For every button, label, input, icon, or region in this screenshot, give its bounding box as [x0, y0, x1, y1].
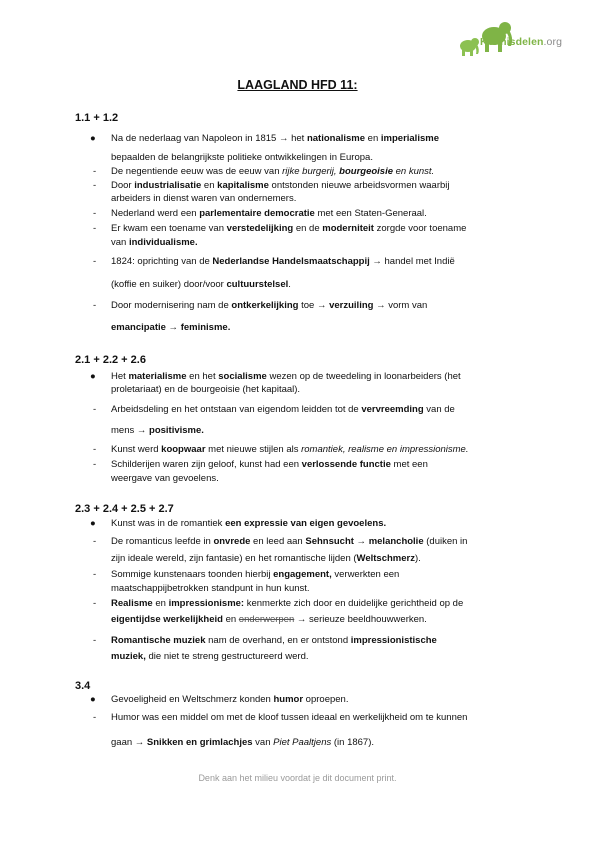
- text-line: [111, 614, 427, 626]
- logo-text: Kennisdelen.org: [480, 36, 563, 48]
- text-segment: impressionistische: [350, 635, 437, 646]
- dash-marker: -: [93, 208, 97, 219]
- section-heading: 2.3 + 2.4 + 2.5 + 2.7: [75, 503, 174, 515]
- text-line: [111, 133, 439, 145]
- text-segment: muziek,: [111, 651, 146, 662]
- text-segment: ontkerkelijking: [231, 300, 299, 311]
- dash-marker: -: [93, 536, 97, 547]
- dash-marker: -: [93, 404, 97, 415]
- text-segment: emancipatie: [111, 322, 166, 333]
- text-segment: impressionisme:: [168, 598, 245, 609]
- text-segment: socialisme: [218, 371, 267, 382]
- dash-marker: -: [93, 180, 97, 191]
- dash-marker: -: [93, 444, 97, 455]
- text-segment: kapitalisme: [217, 180, 269, 191]
- bullet-marker: ●: [90, 371, 96, 382]
- text-segment: verwerkten een: [331, 569, 400, 580]
- text-segment: De romanticus leefde in: [111, 536, 214, 547]
- text-line: [111, 237, 198, 249]
- text-segment: De negentiende eeuw was de eeuw van: [111, 166, 283, 177]
- text-line: [111, 694, 348, 706]
- bullet-marker: ●: [90, 694, 96, 705]
- text-line: [111, 256, 455, 268]
- text-line: [111, 635, 437, 647]
- text-line: [111, 553, 421, 565]
- text-line: [111, 208, 427, 220]
- text-segment: arbeiders in dienst waren van ondernemers.: [111, 193, 297, 204]
- text-line: [111, 651, 309, 663]
- text-segment: individualisme.: [128, 237, 198, 248]
- text-segment: Gevoeligheid en Weltschmerz konden: [111, 694, 274, 705]
- text-line: [111, 569, 399, 581]
- text-segment: engagement,: [273, 569, 332, 580]
- footer-note: Denk aan het milieu voordat je dit document print.: [198, 773, 397, 783]
- text-segment: → vorm van: [373, 300, 428, 311]
- text-segment: Nederlandse Handelsmaatschappij: [212, 256, 370, 267]
- text-segment: en: [365, 133, 381, 144]
- text-line: [111, 300, 427, 312]
- text-segment: koopwaar: [161, 444, 206, 455]
- text-segment: van de: [423, 404, 455, 415]
- text-segment: eigentijdse werkelijkheid: [111, 614, 223, 625]
- text-segment: wezen op de tweedeling in loonarbeiders (het: [266, 371, 461, 382]
- text-segment: →: [165, 322, 181, 333]
- text-segment: feminisme.: [180, 322, 231, 333]
- text-segment: Na de nederlaag van Napoleon in 1815 → het: [111, 133, 307, 144]
- section-heading: 2.1 + 2.2 + 2.6: [75, 354, 146, 366]
- text-segment: Sehnsucht → melancholie: [305, 536, 424, 547]
- text-line: [111, 322, 230, 334]
- text-line: [111, 425, 204, 437]
- bullet-marker: ●: [90, 518, 96, 529]
- text-segment: en het: [186, 371, 219, 382]
- text-segment: ontstonden nieuwe arbeidsvormen waarbij: [268, 180, 450, 191]
- text-segment: ).: [414, 553, 421, 564]
- text-segment: parlementaire democratie: [199, 208, 315, 219]
- text-line: [111, 404, 455, 416]
- text-segment: Arbeidsdeling en het ontstaan van eigendom leidden tot de: [111, 404, 362, 415]
- text-segment: met nieuwe stijlen als: [205, 444, 302, 455]
- text-line: [111, 384, 300, 396]
- bullet-marker: ●: [90, 133, 96, 144]
- text-line: [111, 598, 463, 610]
- text-segment: Schilderijen waren zijn geloof, kunst had een: [111, 459, 302, 470]
- text-segment: industrialisatie: [134, 180, 202, 191]
- dash-marker: -: [93, 569, 97, 580]
- text-segment: Piet Paaltjens: [273, 737, 332, 748]
- text-segment: Nederland werd een: [111, 208, 200, 219]
- text-segment: kenmerkte zich door en duidelijke gerichtheid op de: [244, 598, 464, 609]
- text-segment: bourgeoisie: [339, 166, 393, 177]
- text-segment: oproepen.: [303, 694, 349, 705]
- text-segment: verlossende functie: [301, 459, 391, 470]
- text-segment: Door modernisering nam de: [111, 300, 232, 311]
- text-line: [111, 737, 374, 749]
- text-segment: en: [152, 598, 169, 609]
- text-segment: 1824: oprichting van de: [111, 256, 213, 267]
- section-heading: 1.1 + 1.2: [75, 112, 119, 124]
- text-line: [111, 193, 296, 205]
- text-segment: en: [222, 614, 239, 625]
- text-segment: Door: [111, 180, 135, 191]
- text-segment: toe →: [298, 300, 330, 311]
- text-segment: humor: [273, 694, 304, 705]
- text-segment: Snikken en grimlachjes: [146, 737, 253, 748]
- text-segment: Het: [111, 371, 129, 382]
- dash-marker: -: [93, 635, 97, 646]
- text-line: [111, 473, 219, 485]
- text-segment: met een: [390, 459, 428, 470]
- text-segment: met een Staten-Generaal.: [314, 208, 427, 219]
- text-line: [111, 459, 428, 471]
- text-segment: Realisme: [111, 598, 153, 609]
- text-segment: Weltschmerz: [356, 553, 415, 564]
- text-segment: positivisme.: [149, 425, 204, 436]
- text-segment: Er kwam een toename van: [111, 223, 227, 234]
- text-segment: nationalisme: [306, 133, 366, 144]
- text-line: [111, 536, 467, 548]
- text-segment: van: [111, 237, 129, 248]
- text-segment: en leed aan: [250, 536, 306, 547]
- text-segment: maatschappijbetrokken standpunt in hun kunst.: [111, 583, 310, 594]
- text-line: [111, 444, 468, 456]
- text-segment: een expressie van eigen gevoelens.: [225, 518, 387, 529]
- text-segment: weergave van gevoelens.: [111, 473, 219, 484]
- text-segment: Romantische muziek: [111, 635, 206, 646]
- text-segment: cultuurstelsel: [226, 279, 289, 290]
- text-segment: (koffie en suiker) door/voor: [111, 279, 227, 290]
- text-segment: verzuiling: [329, 300, 374, 311]
- dash-marker: -: [93, 598, 97, 609]
- text-segment: → handel met Indië: [369, 256, 455, 267]
- text-line: [111, 279, 291, 291]
- text-segment: → serieuze beeldhouwwerken.: [294, 614, 427, 625]
- text-line: [111, 712, 467, 724]
- text-segment: vervreemding: [361, 404, 424, 415]
- kennisdelen-logo: [456, 14, 576, 62]
- text-segment: onderwerpen: [238, 614, 295, 625]
- text-segment: Sommige kunstenaars toonden hierbij: [111, 569, 274, 580]
- text-segment: romantiek, realisme en impressionisme.: [301, 444, 469, 455]
- text-segment: bepaalden de belangrijkste politieke ontwikkelingen in Europa.: [111, 152, 373, 163]
- text-segment: imperialisme: [380, 133, 439, 144]
- dash-marker: -: [93, 712, 97, 723]
- text-segment: onvrede: [213, 536, 251, 547]
- text-segment: en kunst.: [393, 166, 435, 177]
- text-segment: zijn ideale wereld, zijn fantasie) en het romantische lijden (: [111, 553, 357, 564]
- text-line: [111, 152, 373, 164]
- dash-marker: -: [93, 300, 97, 311]
- text-segment: (duiken in: [423, 536, 468, 547]
- text-segment: (in 1867).: [331, 737, 375, 748]
- text-segment: nam de overhand, en er ontstond: [205, 635, 351, 646]
- dash-marker: -: [93, 223, 97, 234]
- text-segment: Humor was een middel om met de kloof tussen ideaal en werkelijkheid om te kunnen: [111, 712, 468, 723]
- text-segment: die niet te streng gestructureerd werd.: [145, 651, 309, 662]
- text-segment: en: [201, 180, 218, 191]
- text-segment: gaan →: [111, 737, 147, 748]
- text-segment: mens →: [111, 425, 150, 436]
- text-segment: zorgde voor toename: [373, 223, 467, 234]
- text-line: [111, 180, 450, 192]
- text-line: [111, 371, 461, 383]
- text-line: [111, 583, 310, 595]
- dash-marker: -: [93, 459, 97, 470]
- text-line: [111, 166, 434, 178]
- text-segment: moderniteit: [322, 223, 374, 234]
- text-segment: .: [288, 279, 291, 290]
- dash-marker: -: [93, 256, 97, 267]
- text-segment: van: [252, 737, 274, 748]
- text-line: [111, 518, 386, 530]
- dash-marker: -: [93, 166, 97, 177]
- text-line: [111, 223, 466, 235]
- text-segment: materialisme: [128, 371, 187, 382]
- text-segment: en de: [293, 223, 323, 234]
- text-segment: Kunst was in de romantiek: [111, 518, 226, 529]
- text-segment: proletariaat) en de bourgeoisie (het kapitaal).: [111, 384, 301, 395]
- page-title: LAAGLAND HFD 11:: [237, 78, 358, 92]
- text-segment: verstedelijking: [226, 223, 294, 234]
- text-segment: rijke burgerij,: [282, 166, 340, 177]
- section-heading: 3.4: [75, 680, 91, 692]
- text-segment: Kunst werd: [111, 444, 162, 455]
